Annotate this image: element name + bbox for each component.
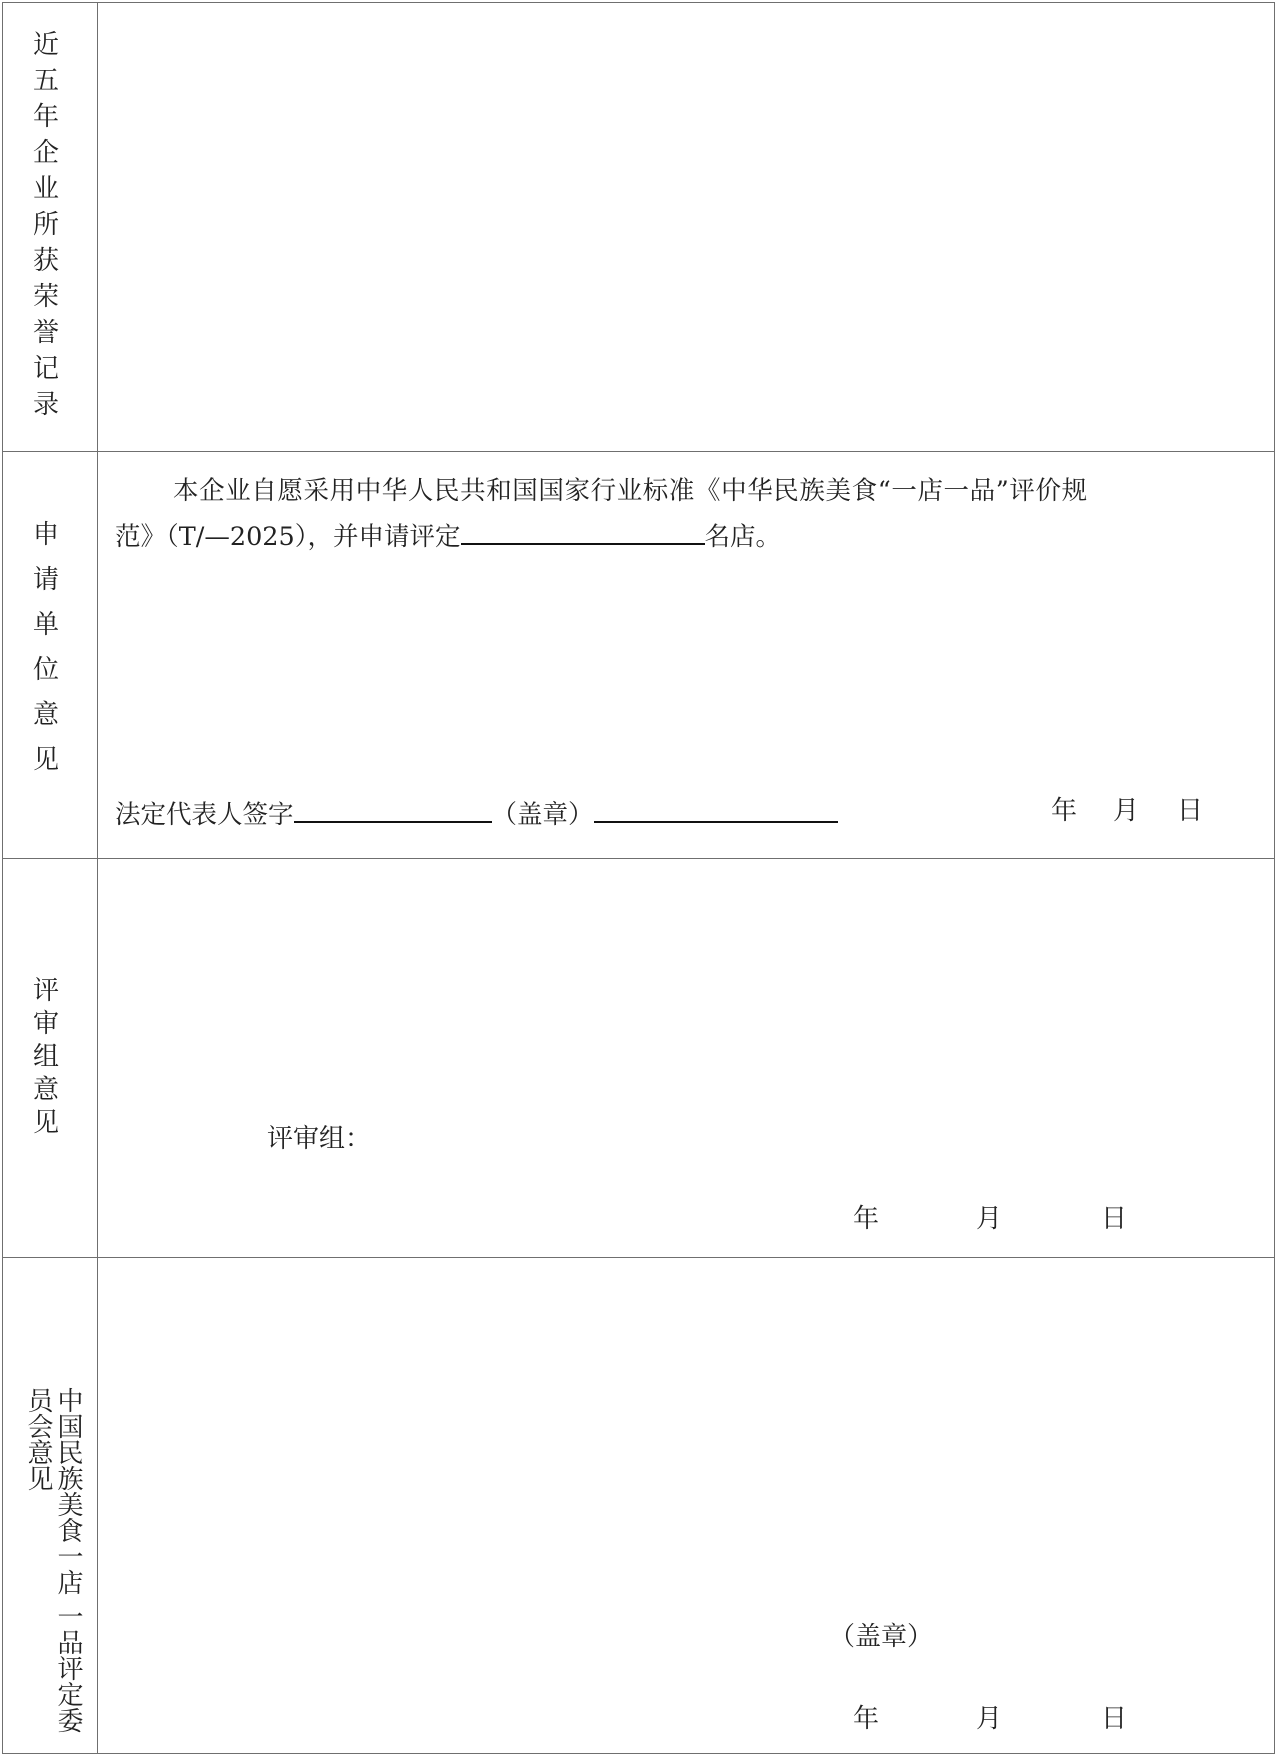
committee-date-day: 日 [1101,1704,1128,1734]
row-divider [3,1257,1274,1258]
application-form-table [2,2,1275,1754]
review-panel-label [33,975,59,1140]
applicant-opinion-label [33,513,59,783]
statement-suffix: 名店。 [704,522,782,552]
honors-content-area[interactable] [99,3,1274,449]
applicant-date-month: 月 [1113,796,1140,826]
honors-label-char: 近 [33,30,60,60]
committee-label [23,1387,83,1753]
committee-seal-label: （盖章） [829,1622,934,1652]
honors-label [33,27,59,423]
review-label-char: 组 [33,1042,60,1072]
committee-label-col2: 一品评定委员会意见 [23,1387,83,1734]
statement-prefix: 范》（T/—2025），并申请评定 [115,522,461,552]
honors-label-char: 荣 [33,282,60,312]
review-label-char: 意 [33,1075,60,1105]
seal-blank[interactable] [594,791,838,823]
row-divider [3,858,1274,859]
applicant-date-day: 日 [1177,796,1204,826]
applicant-label-char: 位 [33,655,60,685]
applicant-label-char: 请 [33,565,60,595]
seal-label: （盖章） [491,800,594,830]
review-panel-signature-label: 评审组： [267,1124,372,1154]
honors-label-char: 五 [33,66,60,96]
signature-line [115,791,838,835]
review-label-char: 评 [33,976,60,1006]
applicant-statement-line2 [115,513,781,557]
honors-label-char: 业 [33,174,60,204]
store-name-blank[interactable] [461,513,705,545]
committee-label-col1: 中国民族美食一店 [53,1387,83,1595]
review-label-char: 审 [33,1009,60,1039]
committee-date-month: 月 [976,1704,1003,1734]
applicant-label-char: 意 [33,700,60,730]
applicant-statement-line1: 本企业自愿采用中华人民共和国国家行业标准《中华民族美食“一店一品”评价规 [173,476,1088,506]
row-divider [3,451,1274,452]
column-divider [97,3,98,1753]
honors-label-char: 获 [33,246,60,276]
signature-blank[interactable] [294,791,492,823]
signature-label: 法定代表人签字 [115,800,294,830]
review-date-month: 月 [976,1204,1003,1234]
review-date-day: 日 [1101,1204,1128,1234]
review-label-char: 见 [33,1108,60,1138]
applicant-label-char: 见 [33,745,60,775]
honors-label-char: 所 [33,210,60,240]
applicant-date-year: 年 [1051,796,1078,826]
honors-label-char: 企 [33,138,60,168]
honors-label-char: 记 [33,354,60,384]
review-date-year: 年 [853,1204,880,1234]
honors-label-char: 录 [33,390,60,420]
honors-label-char: 誉 [33,318,60,348]
honors-label-char: 年 [33,102,60,132]
applicant-label-char: 申 [33,520,60,550]
applicant-label-char: 单 [33,610,60,640]
committee-date-year: 年 [853,1704,880,1734]
